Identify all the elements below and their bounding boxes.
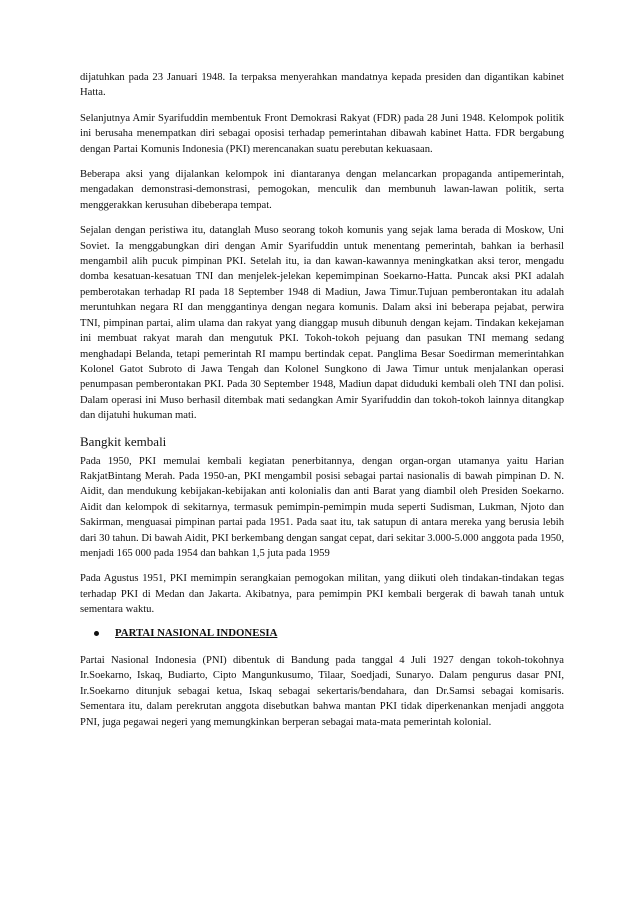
paragraph-revival: Pada 1950, PKI memulai kembali kegiatan penerbitannya, dengan organ-organ utamanya yaitu Harian RakjatBintang Merah. Pada 1950-an, PKI mengambil posisi sebagai partai nasionalis di bawah pimpinan D. N. Aidit, dan mendukung kebijakan-kebijakan anti kolonialis dan anti Barat yang diambil oleh Presiden Soekarno. Aidit dan kelompok di sekitarnya, termasuk pemimpin-pemimpin muda seperti Sudisman, Lukman, Njoto dan Sakirman, menguasai pimpinan partai pada 1951. Pada saat itu, tak satupun di antara mereka yang berusia lebih dari 30 tahun. Di bawah Aidit, PKI berkembang dengan sangat cepat, dari sekitar 3.000-5.000 anggota pada 1950, menjadi 165 000 pada 1954 dan bahkan 1,5 juta pada 1959 <box>80 455 564 559</box>
paragraph-muso: Sejalan dengan peristiwa itu, datanglah Muso seorang tokoh komunis yang sejak lama berada di Moskow, Uni Soviet. Ia menggabungkan diri dengan Amir Syarifuddin untuk menentang pemerintah, bahkan ia berhasil mengambil alih pucuk pimpinan PKI. Setelah itu, ia dan kawan-kawannya meningkatkan aksi teror, mengadu domba kesatuan-kesatuan TNI dan menjelek-jelekan kepemimpinan Soekarno-Hatta. Puncak aksi PKI adalah pemberotakan terhadap RI pada 18 September 1948 di Madiun, Jawa Timur.Tujuan pemberontakan itu adalah meruntuhkan negara RI dan menggantinya dengan negara komunis. Dalam aksi ini beberapa pejabat, perwira TNI, pimpinan partai, alim ulama dan rakyat yang dianggap musuh dibunuh dengan kejam. Tindakan kekejaman ini membuat rakyat marah dan mengutuk PKI. Tokoh-tokoh pejuang dan pasukan TNI memang sedang menghadapi Belanda, tetapi pemerintah RI mampu bertindak cepat. Panglima Besar Soedirman memerintahkan Kolonel Gatot Subroto di Jawa Tengah dan Kolonel Sungkono di Jawa Timur untuk menjalankan operasi penumpasan pemberontakan PKI. Pada 30 September 1948, Madiun dapat diduduki kembali oleh TNI dan polisi. Dalam operasi ini Muso berhasil ditembak mati sedangkan Amir Syarifuddin dan tokoh-tokoh lainnya ditangkap dan dijatuhi hukuman mati. <box>80 225 564 422</box>
section-heading: Bangkit kembali <box>80 433 167 449</box>
paragraph-actions: Beberapa aksi yang dijalankan kelompok ini diantaranya dengan melancarkan propaganda antipemerintah, mengadakan demonstrasi-demonstrasi, pemogokan, menculik dan membunuh lawan-lawan politik, serta menggerakkan kerusuhan dibeberapa tempat. <box>80 169 564 211</box>
paragraph-cabinet: dijatuhkan pada 23 Januari 1948. Ia terpaksa menyerahkan mandatnya kepada presiden dan digantikan kabinet Hatta. <box>80 72 564 99</box>
bullet-title: PARTAI NASIONAL INDONESIA <box>115 626 278 639</box>
paragraph-fdr: Selanjutnya Amir Syarifuddin membentuk Front Demokrasi Rakyat (FDR) pada 28 Juni 1948. Kelompok politik ini berusaha menempatkan diri sebagai oposisi terhadap pemerintahan dibawah kabinet Hatta. FDR bergabung dengan Partai Komunis Indonesia (PKI) merencanakan suatu perebutan kekuasaan. <box>80 112 564 155</box>
bullet-icon <box>94 631 99 636</box>
paragraph-pni: Partai Nasional Indonesia (PNI) dibentuk di Bandung pada tanggal 4 Juli 1927 dengan tokoh-tokohnya Ir.Soekarno, Iskaq, Budiarto, Cipto Mangunkusumo, Tilaar, Soedjadi, Sunaryo. Dalam pengurus dasar PNI, Ir.Soekarno ditunjuk sebagai ketua, Iskaq sebagai sekertaris/bendahara, dan Dr.Samsi sebagai komisaris. Sementara itu, dalam perekrutan anggota disebutkan bahwa mantan PKI tidak diperkenankan menjadi anggota PNI, juga pegawai negeri yang memungkinkan berperan sebagai mata-mata pemerintah kolonial. <box>80 655 564 728</box>
document-page <box>80 70 564 740</box>
bullet-item <box>80 626 564 641</box>
paragraph-strikes: Pada Agustus 1951, PKI memimpin serangkaian pemogokan militan, yang diikuti oleh tindakan-tindakan tegas terhadap PKI di Medan dan Jakarta. Akibatnya, para pemimpin PKI kembali bergerak di bawah tanah untuk sementara waktu. <box>80 573 564 616</box>
